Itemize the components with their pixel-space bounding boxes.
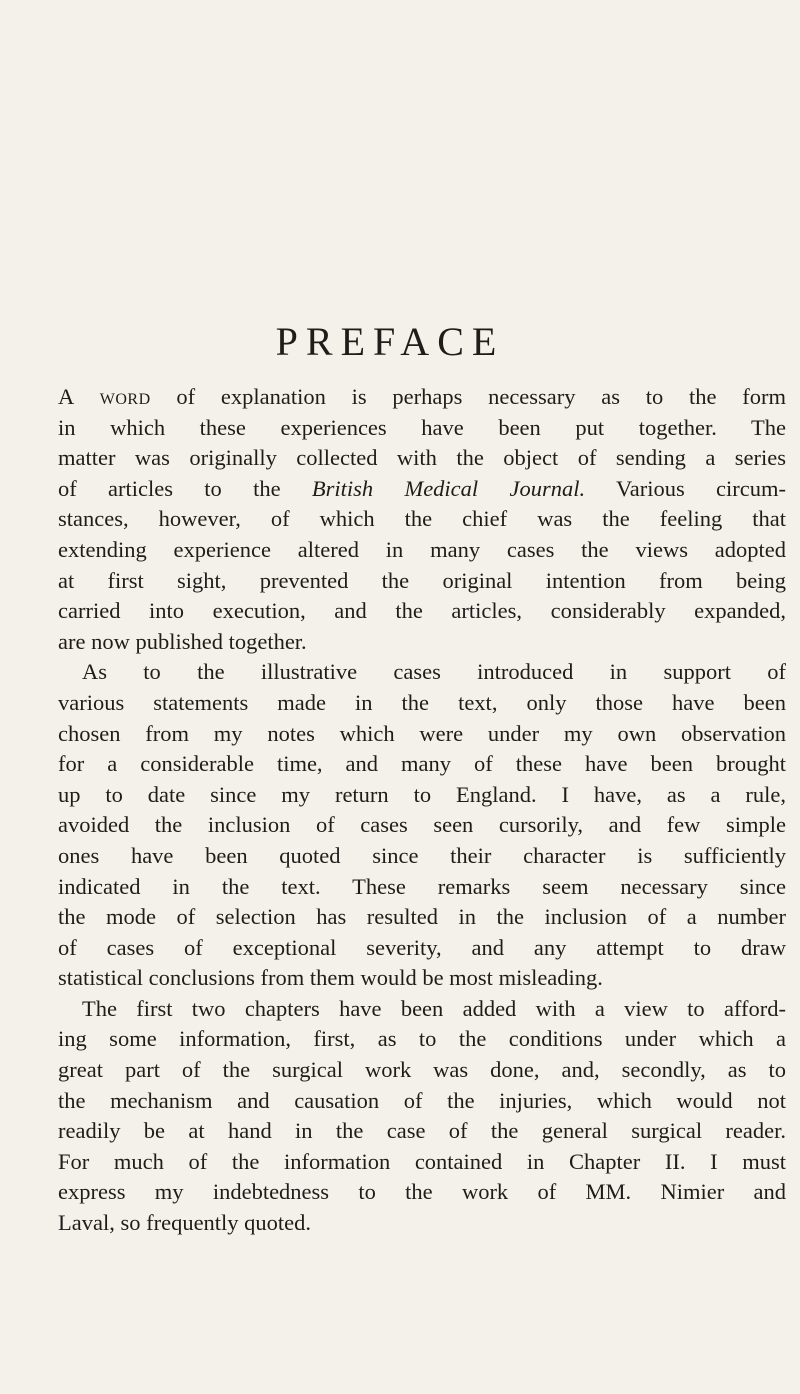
text-line: the mode of selection has resulted in the inclusion of a number [58,904,786,930]
text-line: matter was originally collected with the object of sending a series [58,445,786,471]
text-line: chosen from my notes which were under my own observation [58,720,786,746]
text-line: express my indebtedness to the work of MM. Nimier and [58,1179,786,1205]
text-line: avoided the inclusion of cases seen cursorily, and few simple [58,812,786,838]
text-line: the mechanism and causation of the injuries, which would not [58,1087,786,1113]
text-segment: of explanation is perhaps necessary as to the form [150,384,786,409]
text-line: indicated in the text. These remarks seem necessary since [58,873,786,899]
text-line: great part of the surgical work was done, and, secondly, as to [58,1057,786,1083]
text-line: statistical conclusions from them would be most misleading. [58,965,603,991]
text-line: The first two chapters have been added with a view to afford- [82,995,786,1021]
preface-body [58,382,786,1239]
text-line: ones have been quoted since their character is sufficiently [58,842,786,868]
text-segment: Various circum- [585,475,786,501]
text-line: carried into execution, and the articles, considerably expanded, [58,598,786,624]
text-line: various statements made in the text, only those have been [58,689,786,715]
text-line: of cases of exceptional severity, and any attempt to draw [58,934,786,960]
text-line: For much of the information contained in Chapter II. I must [58,1148,786,1174]
text-line: for a considerable time, and many of these have been brought [58,751,786,777]
journal-title: British Medical Journal. [311,475,586,501]
text-segment: of articles to the [58,475,312,501]
text-line: Laval, so frequently quoted. [58,1210,312,1236]
text-line: extending experience altered in many cases the views adopted [58,536,786,562]
text-line [58,382,786,413]
text-line: up to date since my return to England. I have, as a rule, [58,781,786,807]
text-line: at first sight, prevented the original intention from being [58,567,786,593]
text-line: ing some information, first, as to the conditions under which a [58,1026,786,1052]
page-title: PREFACE [275,319,505,364]
text-line: stances, however, of which the chief was the feeling that [58,506,786,532]
text-line: are now published together. [58,628,307,654]
opening-words: A word [58,384,151,409]
text-line: in which these experiences have been put together. The [58,414,786,440]
text-line [58,474,786,505]
text-line: As to the illustrative cases introduced in support of [82,659,786,685]
text-line: readily be at hand in the case of the general surgical reader. [58,1118,786,1144]
